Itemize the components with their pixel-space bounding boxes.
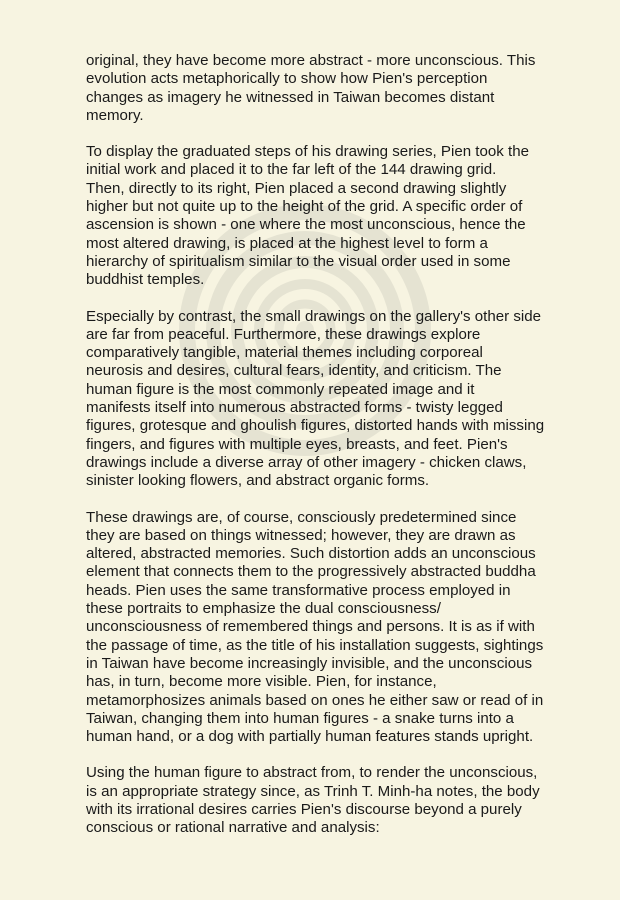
- text-line: ascension is shown - one where the most unconscious, hence the: [86, 216, 526, 234]
- text-line: initial work and placed it to the far left of the 144 drawing grid.: [86, 161, 497, 179]
- paragraph-1: [86, 52, 562, 125]
- text-line: most altered drawing, is placed at the highest level to form a: [86, 234, 488, 252]
- text-line: neurosis and desires, cultural fears, identity, and criticism. The: [86, 362, 502, 380]
- text-line: is an appropriate strategy since, as Trinh T. Minh-ha notes, the body: [86, 782, 540, 800]
- text-line: buddhist temples.: [86, 271, 205, 289]
- text-line: figures, grotesque and ghoulish figures, distorted hands with missing: [86, 417, 545, 435]
- text-line: Then, directly to its right, Pien placed a second drawing slightly: [86, 179, 507, 197]
- paragraph-3: [86, 308, 562, 491]
- text-line: has, in turn, become more visible. Pien, for instance,: [86, 673, 437, 691]
- body-text: [86, 52, 562, 856]
- text-line: Taiwan, changing them into human figures - a snake turns into a: [86, 709, 514, 727]
- paragraph-5: [86, 764, 562, 837]
- text-line: drawings include a diverse array of other imagery - chicken claws,: [86, 453, 527, 471]
- text-line: Especially by contrast, the small drawings on the gallery's other side: [86, 307, 542, 325]
- text-line: evolution acts metaphorically to show how Pien's perception: [86, 70, 488, 88]
- text-line: manifests itself into numerous abstracted forms - twisty legged: [86, 399, 503, 417]
- paragraph-2: [86, 143, 562, 289]
- text-line: fingers, and figures with multiple eyes, breasts, and feet. Pien's: [86, 435, 508, 453]
- text-line: sinister looking flowers, and abstract organic forms.: [86, 472, 430, 490]
- text-line: metamorphosizes animals based on ones he either saw or read of in: [86, 691, 544, 709]
- paragraph-4: [86, 509, 562, 747]
- text-line: unconsciousness of remembered things and persons. It is as if with: [86, 618, 535, 636]
- text-line: conscious or rational narrative and analysis:: [86, 819, 380, 837]
- text-line: with its irrational desires carries Pien's discourse beyond a purely: [86, 800, 522, 818]
- text-line: memory.: [86, 106, 144, 124]
- text-line: altered, abstracted memories. Such distortion adds an unconscious: [86, 545, 536, 563]
- text-line: human hand, or a dog with partially human features stands upright.: [86, 728, 534, 746]
- text-line: are far from peaceful. Furthermore, these drawings explore: [86, 325, 481, 343]
- text-line: Using the human figure to abstract from, to render the unconscious,: [86, 764, 538, 782]
- text-line: the passage of time, as the title of his installation suggests, sightings: [86, 636, 544, 654]
- text-line: To display the graduated steps of his drawing series, Pien took the: [86, 143, 530, 161]
- text-line: element that connects them to the progressively abstracted buddha: [86, 563, 536, 581]
- text-line: human figure is the most commonly repeated image and it: [86, 380, 475, 398]
- text-line: heads. Pien uses the same transformative process employed in: [86, 581, 511, 599]
- text-line: original, they have become more abstract - more unconscious. This: [86, 52, 536, 69]
- text-line: comparatively tangible, material themes including corporeal: [86, 344, 483, 362]
- text-line: in Taiwan have become increasingly invisible, and the unconscious: [86, 654, 533, 672]
- text-line: These drawings are, of course, consciously predetermined since: [86, 508, 517, 526]
- text-line: they are based on things witnessed; however, they are drawn as: [86, 526, 516, 544]
- text-line: these portraits to emphasize the dual consciousness/: [86, 600, 441, 618]
- text-line: higher but not quite up to the height of the grid. A specific order of: [86, 198, 523, 216]
- text-line: changes as imagery he witnessed in Taiwan becomes distant: [86, 88, 495, 106]
- text-line: hierarchy of spiritualism similar to the visual order used in some: [86, 252, 511, 270]
